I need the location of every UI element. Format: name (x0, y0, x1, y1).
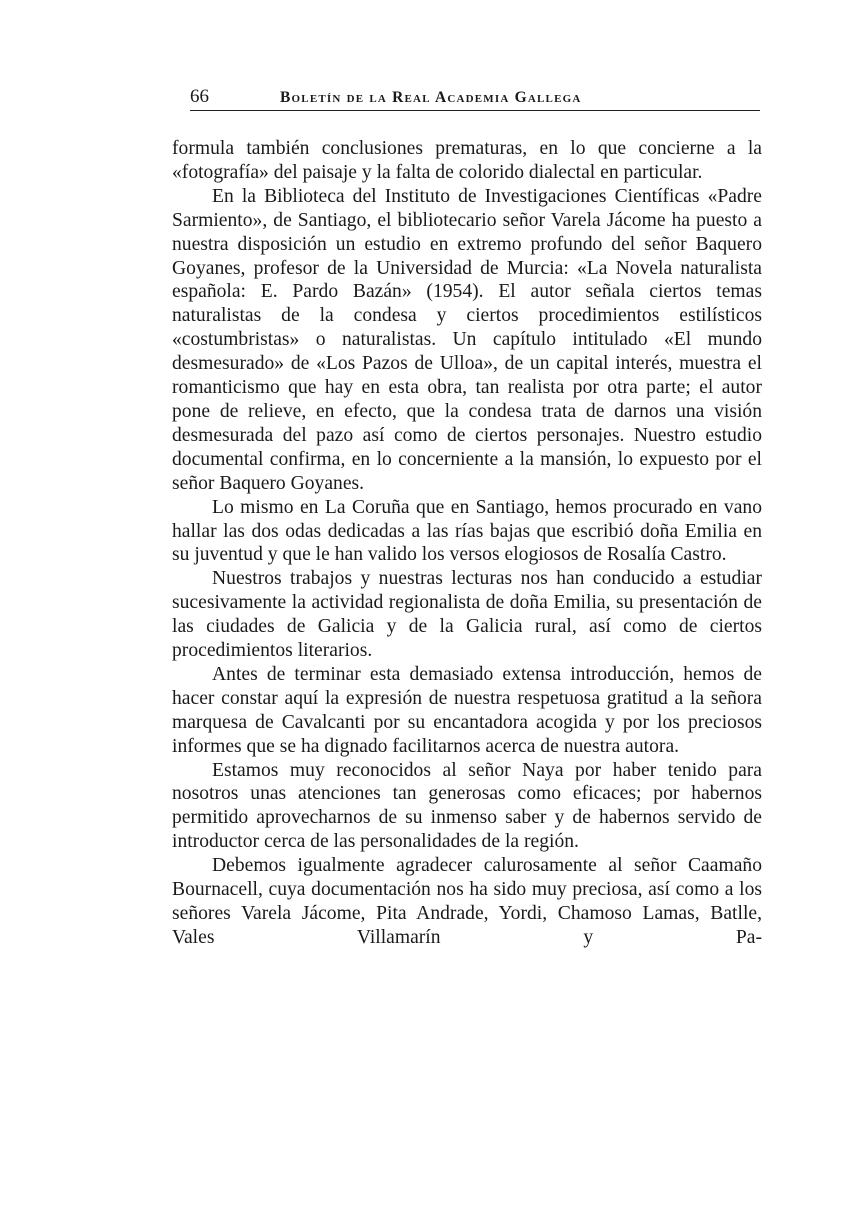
page-number: 66 (190, 86, 209, 107)
paragraph: Nuestros trabajos y nuestras lecturas nos han conducido a estudiar sucesivamente la actividad regionalista de doña Emilia, su presentación de las ciudades de Galicia y de la Galicia rural, así como de ciertos procedimientos literarios. (172, 568, 762, 662)
running-title: Boletín de la Real Academia Gallega (280, 89, 582, 106)
paragraph: Lo mismo en La Coruña que en Santiago, hemos procurado en vano hallar las dos odas dedicadas a las rías bajas que escribió doña Emilia en su juventud y que le han valido los versos elogiosos de Rosalía Castro. (172, 496, 762, 566)
page-header (190, 86, 760, 111)
body-text (172, 137, 762, 950)
paragraph: Antes de terminar esta demasiado extensa introducción, hemos de hacer constar aquí la expresión de nuestra respetuosa gratitud a la señora marquesa de Cavalcanti por su encantadora acogida y por los preciosos informes que se ha dignado facilitarnos acerca de nuestra autora. (172, 663, 762, 757)
paragraph: Debemos igualmente agradecer calurosamente al señor Caamaño Bournacell, cuya documentación nos ha sido muy preciosa, así como a los señores Varela Jácome, Pita Andrade, Yordi, Chamoso Lamas, Batlle, Vales Villamarín y Pa- (172, 855, 762, 948)
paragraph: formula también conclusiones prematuras, en lo que concierne a la «fotografía» del paisaje y la falta de colorido dialectal en particular. (172, 138, 762, 183)
paragraph: Estamos muy reconocidos al señor Naya por haber tenido para nosotros unas atenciones tan generosas como eficaces; por habernos permitido aprovecharnos de su inmenso saber y de habernos servido de introductor cerca de las personalidades de la región. (172, 759, 762, 853)
paragraph: En la Biblioteca del Instituto de Investigaciones Científicas «Padre Sarmiento», de Santiago, el bibliotecario señor Varela Jácome ha puesto a nuestra disposición un estudio en extremo profundo del señor Baquero Goyanes, profesor de la Universidad de Murcia: «La Novela naturalista española: E. Pardo Bazán» (1954). El autor señala ciertos temas naturalistas de la condesa y ciertos procedimientos estilísticos «costumbristas» o naturalistas. Un capítulo intitulado «El mundo desmesurado» de «Los Pazos de Ulloa», de un capital interés, muestra el romanticismo que hay en esta obra, tan realista por otra parte; el autor pone de relieve, en efecto, que la condesa trata de darnos una visión desmesurada del pazo así como de ciertos personajes. Nuestro estudio documental confirma, en lo concerniente a la mansión, lo expuesto por el señor Baquero Goyanes. (172, 185, 762, 494)
